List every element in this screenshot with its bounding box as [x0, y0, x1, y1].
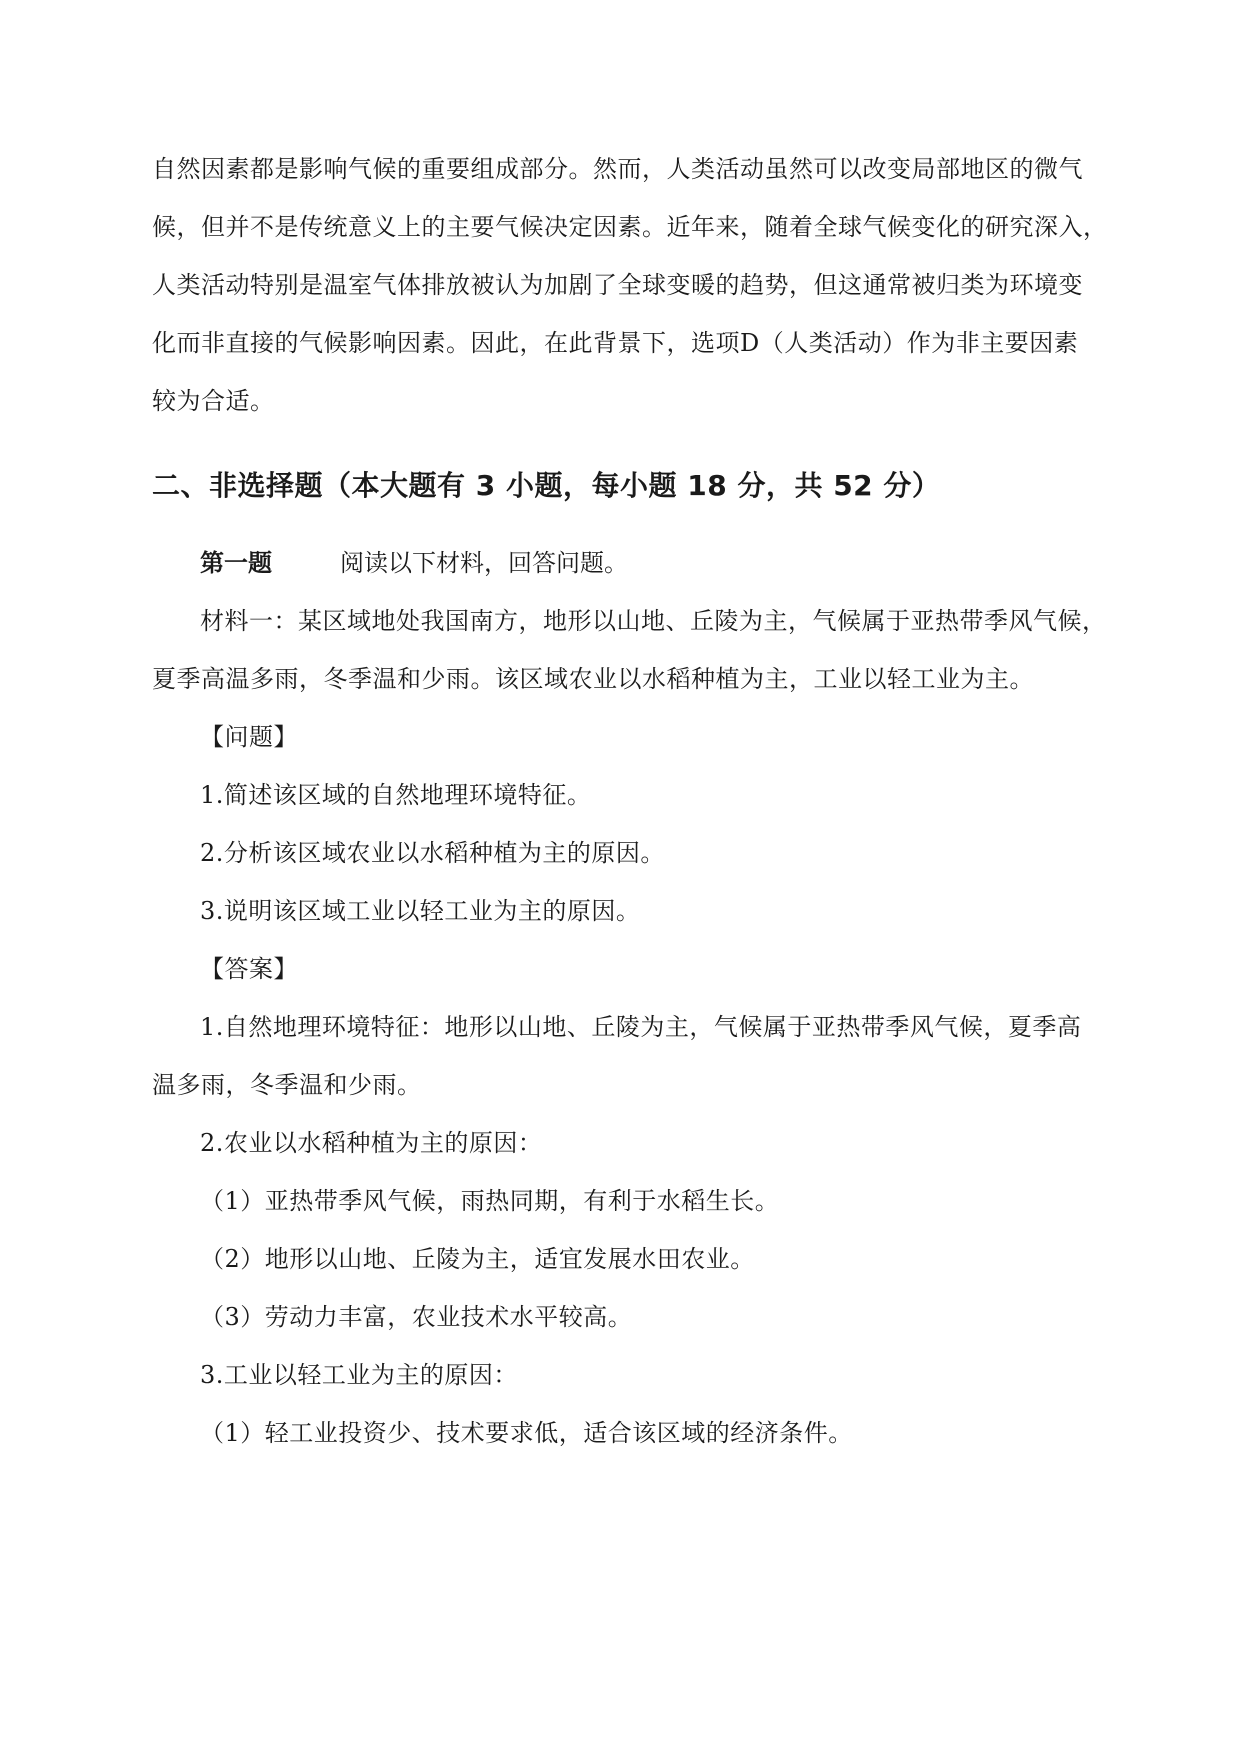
- answer-line: 1.自然地理环境特征：地形以山地、丘陵为主，气候属于亚热带季风气候，夏季高: [200, 1013, 1082, 1041]
- answer-header: 【答案】: [200, 955, 298, 983]
- questions-list: [152, 766, 1112, 940]
- intro-line: 较为合适。: [152, 387, 275, 415]
- answer-line: 温多雨，冬季温和少雨。: [152, 1071, 422, 1099]
- answer-2: [152, 1114, 1112, 1346]
- answer-1: [152, 998, 1112, 1114]
- answer-item: （1）轻工业投资少、技术要求低，适合该区域的经济条件。: [200, 1419, 853, 1447]
- answer-item: （3）劳动力丰富，农业技术水平较高。: [200, 1303, 633, 1331]
- intro-line: 化而非直接的气候影响因素。因此，在此背景下，选项D（人类活动）作为非主要因素: [152, 329, 1079, 357]
- material-paragraph: [152, 592, 1112, 708]
- answer-3: [152, 1346, 1112, 1462]
- question-title: [152, 534, 1112, 592]
- question-item: 3.说明该区域工业以轻工业为主的原因。: [200, 897, 641, 925]
- section-heading: 二、非选择题（本大题有 3 小题，每小题 18 分，共 52 分）: [152, 469, 941, 502]
- question-item: 1.简述该区域的自然地理环境特征。: [200, 781, 592, 809]
- question-instruction: 阅读以下材料，回答问题。: [340, 549, 628, 577]
- intro-line: 人类活动特别是温室气体排放被认为加剧了全球变暖的趋势，但这通常被归类为环境变: [152, 271, 1083, 299]
- question-label: 第一题: [200, 549, 272, 577]
- intro-paragraph: [152, 140, 1112, 430]
- answer-title: 3.工业以轻工业为主的原因：: [200, 1361, 518, 1389]
- answer-item: （1）亚热带季风气候，雨热同期，有利于水稻生长。: [200, 1187, 780, 1215]
- question-item: 2.分析该区域农业以水稻种植为主的原因。: [200, 839, 665, 867]
- answer-title: 2.农业以水稻种植为主的原因：: [200, 1129, 543, 1157]
- questions-header: 【问题】: [200, 723, 298, 751]
- intro-line: 候，但并不是传统意义上的主要气候决定因素。近年来，随着全球气候变化的研究深入，: [152, 213, 1108, 241]
- intro-line: 自然因素都是影响气候的重要组成部分。然而，人类活动虽然可以改变局部地区的微气: [152, 155, 1083, 183]
- document-page: [152, 140, 1112, 1462]
- material-line: 夏季高温多雨，冬季温和少雨。该区域农业以水稻种植为主，工业以轻工业为主。: [152, 665, 1034, 693]
- answer-item: （2）地形以山地、丘陵为主，适宜发展水田农业。: [200, 1245, 755, 1273]
- material-line: 材料一：某区域地处我国南方，地形以山地、丘陵为主，气候属于亚热带季风气候，: [200, 607, 1107, 635]
